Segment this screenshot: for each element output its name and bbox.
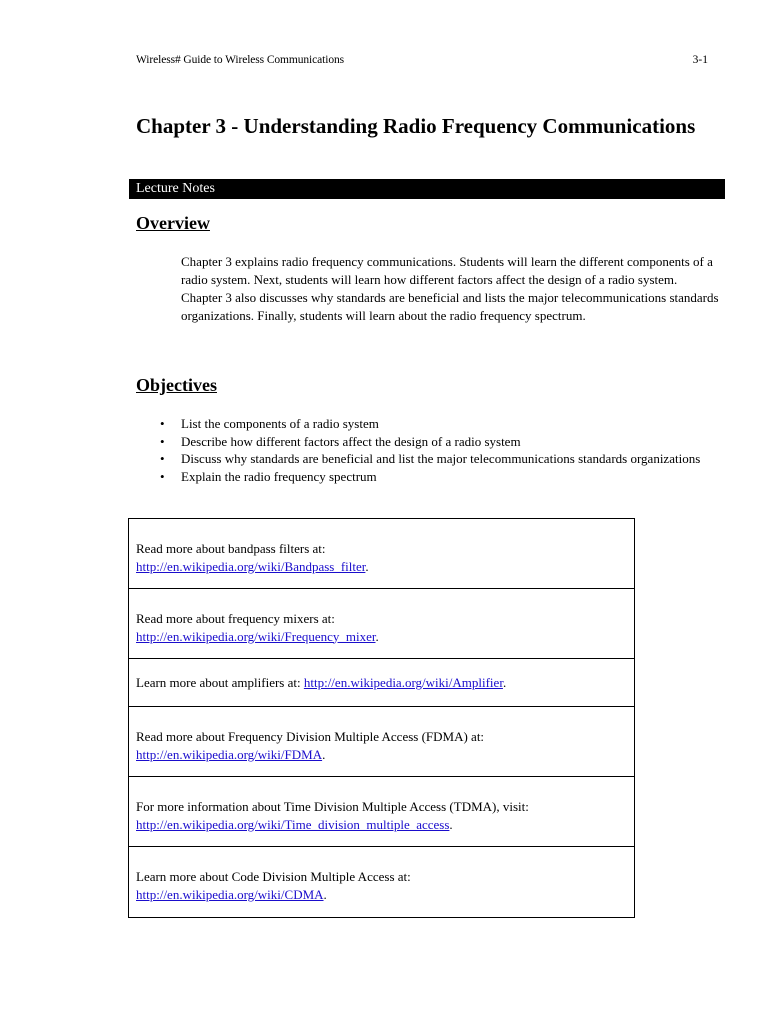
link-cell-text: Read more about bandpass filters at: xyxy=(136,540,326,556)
page-number: 3-1 xyxy=(692,54,708,66)
link-line xyxy=(136,628,627,646)
link-cell-text: Read more about Frequency Division Multiple Access (FDMA) at: xyxy=(136,728,485,744)
objective-text: List the components of a radio system xyxy=(181,416,379,431)
objective-text: Explain the radio frequency spectrum xyxy=(181,468,377,484)
objective-item xyxy=(160,468,730,486)
link-suffix: . xyxy=(365,558,369,574)
further-reading-table xyxy=(128,518,635,918)
link-cell-text: Read more about frequency mixers at: xyxy=(136,610,335,626)
link-cell-bandpass-filter xyxy=(129,519,634,589)
overview-paragraph: Chapter 3 explains radio frequency communications. Students will learn the different components of a radio system. Next, students will learn how different factors affect the design of a radio system. Chapter 3 also discusses why standards are beneficial and lists the major telecommunications standards organizations. Finally, students will learn about the radio frequency spectrum. xyxy=(181,254,719,323)
chapter-title: Chapter 3 - Understanding Radio Frequency Communications xyxy=(136,114,696,138)
link-suffix: . xyxy=(323,887,327,902)
objective-item xyxy=(160,433,730,451)
bandpass-filter-link[interactable]: http://en.wikipedia.org/wiki/Bandpass_filter xyxy=(136,558,366,574)
link-suffix: . xyxy=(502,674,507,690)
link-line xyxy=(136,674,627,692)
bullet-icon: • xyxy=(160,451,165,466)
link-line xyxy=(136,746,627,764)
link-line xyxy=(136,886,627,904)
frequency-mixer-link[interactable]: http://en.wikipedia.org/wiki/Frequency_mixer xyxy=(136,628,376,644)
link-line xyxy=(136,558,627,576)
objectives-heading: Objectives xyxy=(136,375,217,395)
link-cell-cdma xyxy=(129,847,634,917)
link-cell-text: Learn more about amplifiers at: xyxy=(136,674,304,690)
fdma-link[interactable]: http://en.wikipedia.org/wiki/FDMA xyxy=(136,746,323,762)
link-cell-fdma xyxy=(129,707,634,777)
objective-text: Discuss why standards are beneficial and list the major telecommunications standards organizations xyxy=(181,451,701,466)
objective-text: Describe how different factors affect the design of a radio system xyxy=(181,433,521,449)
cdma-link[interactable]: http://en.wikipedia.org/wiki/CDMA xyxy=(136,887,324,902)
link-line xyxy=(136,816,627,834)
link-cell-text: For more information about Time Division Multiple Access (TDMA), visit: xyxy=(136,798,529,814)
bullet-icon: • xyxy=(160,416,165,431)
tdma-link[interactable]: http://en.wikipedia.org/wiki/Time_division_multiple_access xyxy=(136,816,450,832)
link-cell-amplifier xyxy=(129,659,634,707)
overview-heading: Overview xyxy=(136,213,210,233)
running-header-title: Wireless# Guide to Wireless Communications xyxy=(136,54,345,66)
link-suffix: . xyxy=(449,816,453,832)
lecture-notes-bar: Lecture Notes xyxy=(129,179,725,199)
link-cell-text: Learn more about Code Division Multiple Access at: xyxy=(136,869,411,884)
amplifier-link[interactable]: http://en.wikipedia.org/wiki/Amplifier xyxy=(303,674,503,690)
bullet-icon: • xyxy=(160,433,165,449)
link-cell-frequency-mixer xyxy=(129,589,634,659)
link-suffix: . xyxy=(322,746,326,762)
bullet-icon: • xyxy=(160,468,165,484)
objectives-list xyxy=(160,415,730,485)
link-cell-tdma xyxy=(129,777,634,847)
objective-item xyxy=(160,450,730,468)
objective-item xyxy=(160,415,730,433)
link-suffix: . xyxy=(375,628,379,644)
